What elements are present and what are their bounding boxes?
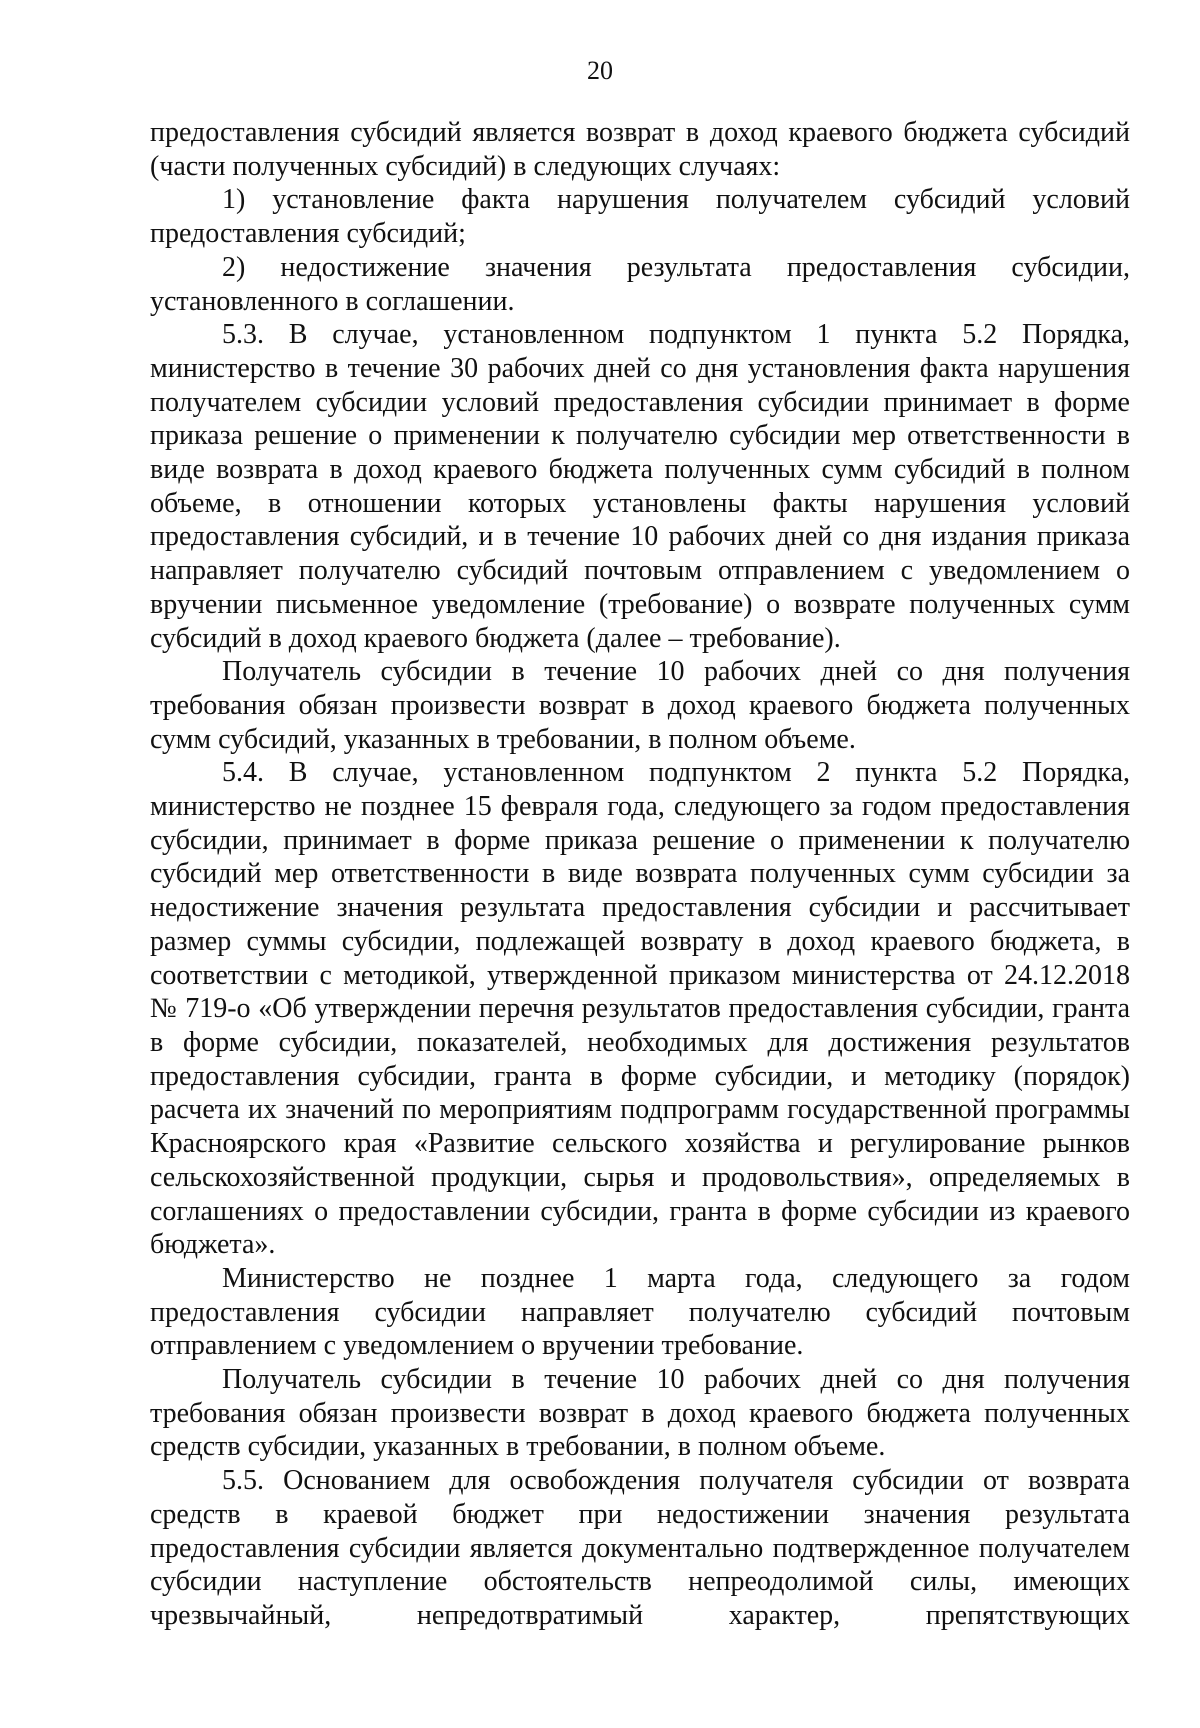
paragraph-5-5: 5.5. Основанием для освобождения получателя субсидии от возврата средств в краевой бюджет при недостижении значения результата предоставления субсидии является документально подтвержденное получателем субсидии наступление обстоятельств непреодолимой силы, имеющих чрезвычайный, непредотвратимый характер, препятствующих (150, 1465, 1130, 1631)
paragraph-5-3: 5.3. В случае, установленном подпунктом 1 пункта 5.2 Порядка, министерство в течение 30 рабочих дней со дня установления факта нарушения получателем субсидии условий предоставления субсидии принимает в форме приказа решение о применении к получателю субсидии мер ответственности в виде возврата в доход краевого бюджета полученных сумм субсидий в полном объеме, в отношении которых установлены факты нарушения условий предоставления субсидий, и в течение 10 рабочих дней со дня издания приказа направляет получателю субсидий почтовым отправлением с уведомлением о вручении письменное уведомление (требование) о возврате полученных сумм субсидий в доход краевого бюджета (далее – требование). (150, 319, 1130, 654)
paragraph-continuation: предоставления субсидий является возврат в доход краевого бюджета субсидий (части полученных субсидий) в следующих случаях: (150, 117, 1130, 182)
paragraph-ministry-deadline: Министерство не позднее 1 марта года, следующего за годом предоставления субсидии направляет получателю субсидий почтовым отправлением с уведомлением о вручении требование. (150, 1262, 1130, 1362)
paragraph-recipient-return-1: Получатель субсидии в течение 10 рабочих дней со дня получения требования обязан произвести возврат в доход краевого бюджета полученных сумм субсидий, указанных в требовании, в полном объеме. (150, 656, 1130, 755)
paragraph-5-4: 5.4. В случае, установленном подпунктом 2 пункта 5.2 Порядка, министерство не позднее 15 февраля года, следующего за годом предоставления субсидии, принимает в форме приказа решение о применении к получателю субсидий мер ответственности в виде возврата полученных сумм субсидии за недостижение значения результата предоставления субсидии и рассчитывает размер суммы субсидии, подлежащей возврату в доход краевого бюджета, в соответствии с методикой, утвержденной приказом министерства от 24.12.2018 № 719-о «Об утверждении перечня результатов предоставления субсидии, гранта в форме субсидии, показателей, необходимых для достижения результатов предоставления субсидии, гранта в форме субсидии, и методику (порядок) расчета их значений по мероприятиям подпрограмм государственной программы Красноярского края «Развитие сельского хозяйства и регулирование рынков сельскохозяйственной продукции, сырья и продовольствия», определяемых в соглашениях о предоставлении субсидии, гранта в форме субсидии из краевого бюджета». (150, 757, 1130, 1261)
paragraph-case-1: 1) установление факта нарушения получателем субсидий условий предоставления субсидий; (150, 184, 1130, 250)
document-body (150, 116, 1130, 1633)
page-number: 20 (587, 56, 613, 85)
paragraph-case-2: 2) недостижение значения результата предоставления субсидии, установленного в соглашении. (150, 251, 1130, 317)
paragraph-recipient-return-2: Получатель субсидии в течение 10 рабочих дней со дня получения требования обязан произвести возврат в доход краевого бюджета полученных средств субсидии, указанных в требовании, в полном объеме. (150, 1364, 1130, 1463)
